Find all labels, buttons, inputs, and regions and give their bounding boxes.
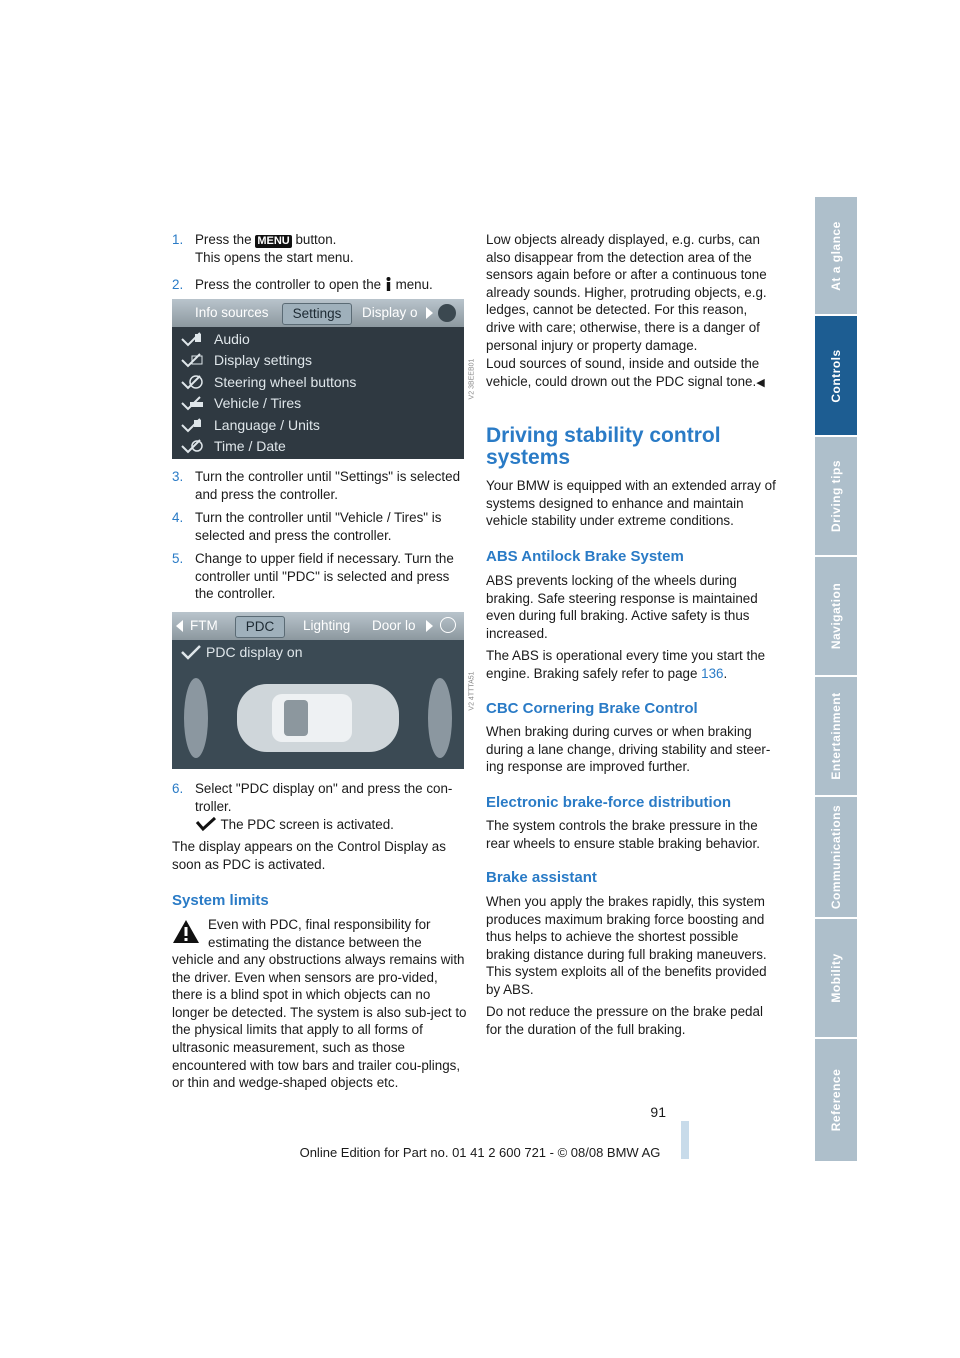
tab-controls[interactable]: Controls [815, 316, 857, 435]
heading-system-limits: System limits [172, 892, 269, 909]
tab-info-sources: Info sources [195, 305, 269, 320]
steering-wheel-icon [180, 373, 204, 391]
option-pdc-display-on: PDC display on [172, 642, 464, 663]
menu-item-audio: Audio [172, 329, 464, 350]
settings-menu-screenshot [172, 299, 464, 459]
menu-item-vehicle-tires: Vehicle / Tires [172, 393, 464, 414]
tab-entertainment[interactable]: Entertainment [815, 677, 857, 795]
screen-menubar [172, 612, 464, 640]
heading-cbc: CBC Cornering Brake Control [486, 700, 698, 717]
end-mark-icon: ◀ [756, 376, 765, 389]
tab-communications[interactable]: Communications [815, 797, 857, 917]
tab-reference[interactable]: Reference [815, 1039, 857, 1161]
tab-driving-tips[interactable]: Driving tips [815, 437, 857, 555]
tab-navigation[interactable]: Navigation [815, 557, 857, 675]
ebd-paragraph: The system controls the brake pressure in the rear wheels to ensure stable braking behavior. [486, 818, 760, 851]
tab-lighting: Lighting [303, 618, 351, 633]
tab-at-a-glance[interactable]: At a glance [815, 197, 857, 314]
joystick-icon [438, 304, 456, 322]
step-1: 1. Press the MENU button. This opens the start menu. [172, 232, 354, 265]
arrow-left-icon [176, 620, 183, 632]
audio-icon [180, 330, 204, 348]
loud-sources-paragraph: Loud sources of sound, inside and outside the vehicle, could drown out the PDC signal tone.◀ [486, 356, 765, 389]
clock-icon [180, 437, 204, 455]
car-top-view-icon [172, 662, 464, 769]
display-paragraph: The display appears on the Control Display as soon as PDC is activated. [172, 839, 446, 872]
info-circle-icon [440, 617, 456, 633]
ba-paragraph-2: Do not reduce the pressure on the brake pedal for the duration of the full braking. [486, 1004, 763, 1037]
screen-menubar [172, 299, 464, 327]
step-4: 4. Turn the controller until "Vehicle / Tires" is selected and press the controller. [172, 510, 442, 543]
tab-display: Display o [362, 305, 418, 320]
car-icon [180, 394, 204, 412]
menu-item-time-date: Time / Date [172, 436, 464, 457]
tab-settings: Settings [282, 303, 352, 325]
warning-text-first: Even with PDC, final responsibility for estimating the distance between the [208, 917, 431, 950]
image-code-1: V2 3BEEB01 [468, 358, 476, 400]
heading-abs: ABS Antilock Brake System [486, 548, 684, 565]
check-icon [180, 643, 204, 661]
heading-ebd: Electronic brake-force distribution [486, 794, 732, 811]
step-6: 6. Select "PDC display on" and press the con-troller. [172, 781, 453, 814]
ba-paragraph-1: When you apply the brakes rapidly, this system produces maximum braking force boosting and thus helps to achieve the shortest possible braking distance during full braking maneuvers. This system exploits all of the benefits provided by ABS. [486, 894, 767, 997]
abs-paragraph-2: The ABS is operational every time you start the engine. Braking safely refer to page 136. [486, 648, 766, 681]
warning-text-rest: vehicle and any obstructions always remains with the driver. Even when sensors are pro-vided, there is a blind spot in which objects can no longer be detected. The system is also sub-ject to the physical limits that apply to all forms of ultrasonic measurement, such as those encountered with tow bars and trailer cou-plings, or thin and wedge-shaped objects etc. [172, 952, 467, 1091]
warning-icon [172, 918, 200, 944]
info-icon [385, 277, 392, 291]
tab-pdc: PDC [235, 616, 285, 638]
arrow-right-icon [426, 620, 433, 632]
menu-item-language-units: Language / Units [172, 415, 464, 436]
low-objects-paragraph: Low objects already displayed, e.g. curbs, can also disappear from the detection area of the sensors again before or after a continuous tone already sounds. Higher, protruding objects, e.g. ledges, cannot be detected. For this reason, drive with care; otherwise, there is a danger of personal injury or property damage. [486, 232, 767, 353]
display-icon [180, 351, 204, 369]
pdc-activated-note: The PDC screen is activated. [195, 816, 475, 834]
cbc-paragraph: When braking during curves or when braking during a lane change, driving stability and steer-ing response are improved further. [486, 724, 771, 775]
tab-door-locks: Door lo [372, 618, 416, 633]
menu-key-icon: MENU [257, 235, 290, 247]
language-icon [180, 416, 204, 434]
chapter-sidebar [815, 197, 857, 1161]
arrow-right-icon [426, 307, 433, 319]
tab-ftm: FTM [190, 618, 218, 633]
step-3: 3. Turn the controller until "Settings" is selected and press the controller. [172, 469, 461, 502]
dsc-paragraph: Your BMW is equipped with an extended array of systems designed to enhance and maintain vehicle stability under extreme conditions. [486, 478, 776, 529]
image-code-2: V2 4TTTA51 [468, 670, 476, 711]
edition-footer: Online Edition for Part no. 01 41 2 600 721 - © 08/08 BMW AG [299, 1145, 661, 1160]
pdc-screen-screenshot [172, 612, 464, 769]
menu-item-display-settings: Display settings [172, 350, 464, 371]
step-5: 5. Change to upper field if necessary. Turn the controller until "PDC" is selected and press the controller. [172, 551, 454, 602]
page-136-link[interactable]: 136 [701, 665, 724, 681]
step-2: 2. Press the controller to open the menu. [172, 277, 433, 292]
menu-item-steering-wheel: Steering wheel buttons [172, 372, 464, 393]
page-number: 91 [650, 1104, 666, 1120]
heading-brake-assistant: Brake assistant [486, 869, 597, 886]
heading-driving-stability: Driving stability control systems [486, 424, 721, 469]
abs-paragraph-1: ABS prevents locking of the wheels during braking. Safe steering response is maintained even during full braking. Active safety is thus increased. [486, 573, 758, 641]
checkmark-icon [195, 816, 217, 832]
tab-mobility[interactable]: Mobility [815, 919, 857, 1037]
